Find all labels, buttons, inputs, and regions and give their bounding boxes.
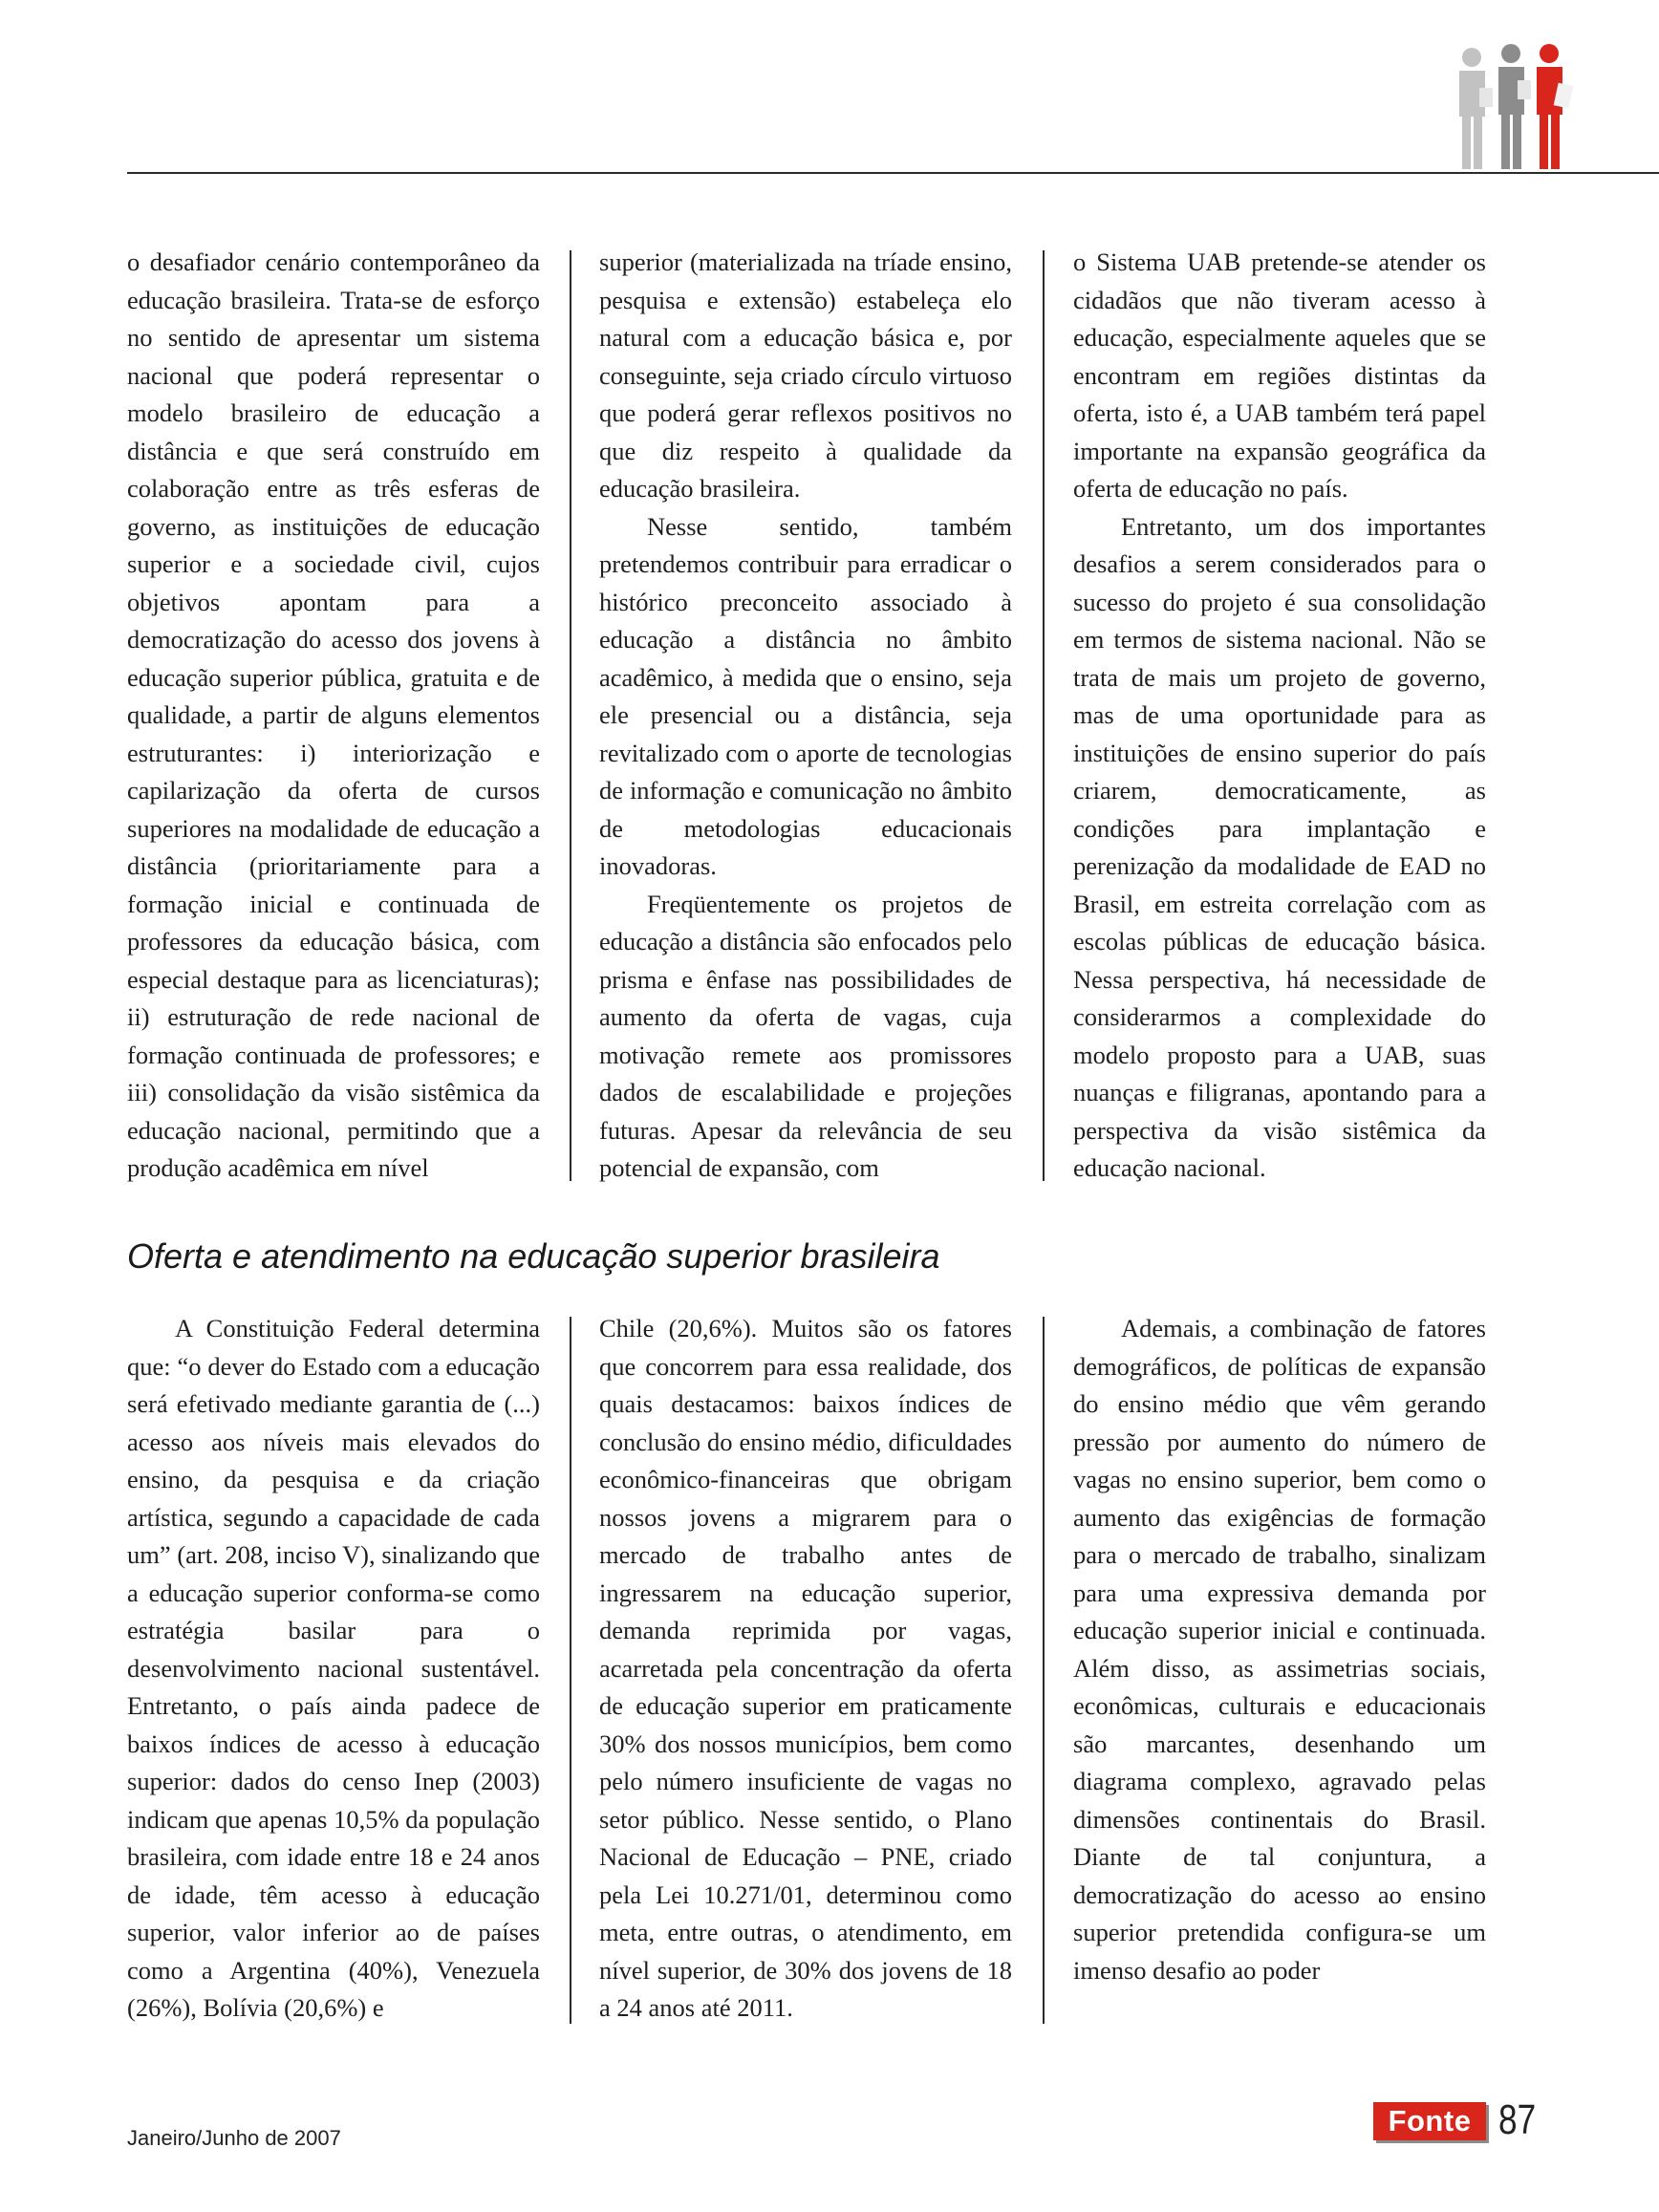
column-divider (570, 1317, 571, 2024)
top-column-3 (1073, 244, 1486, 1188)
paragraph: Chile (20,6%). Muitos são os fatores que concorrem para essa realidade, dos quais destacamos: baixos índices de conclusão do ensino médio, dificuldades econômico-financeiras que obrigam nossos jovens a migrarem para o mercado de trabalho antes de ingressarem na educação superior, demanda reprimida por vagas, acarretada pela concentração da oferta de educação superior em praticamente 30% dos nossos municípios, bem como pelo número insuficiente de vagas no setor público. Nesse sentido, o Plano Nacional de Educação – PNE, criado pela Lei 10.271/01, determinou como meta, entre outras, o atendimento, em nível superior, de 30% dos jovens de 18 a 24 anos até 2011. (599, 1314, 1012, 2022)
paragraph: Entretanto, um dos importantes desafios a serem considerados para o sucesso do projeto é sua consolidação em termos de sistema nacional. Não se trata de mais um projeto de governo, mas de uma oportunidade para as instituições de ensino superior do país criarem, democraticamente, as condições para implantação e perenização da modalidade de EAD no Brasil, em estreita correlação com as escolas públicas de educação básica. Nessa perspectiva, há necessidade de considerarmos a complexidade do modelo proposto para a UAB, suas nuanças e filigranas, apontando para a perspectiva da visão sistêmica da educação nacional. (1073, 511, 1486, 1182)
paragraph: o desafiador cenário contemporâneo da educação brasileira. Trata-se de esforço no sentido de apresentar um sistema nacional que poderá representar o modelo brasileiro de educação a distância e que será construído em colaboração entre as três esferas de governo, as instituições de educação superior e a sociedade civil, cujos objetivos apontam para a democratização do acesso dos jovens à educação superior pública, gratuita e de qualidade, a partir de alguns elementos estruturantes: i) interiorização e capilarização da oferta de cursos superiores na modalidade de educação a distância (prioritariamente para a formação inicial e continuada de professores da educação básica, com especial destaque para as licenciaturas); ii) estruturação de rede nacional de formação continuada de professores; e iii) consolidação da visão sistêmica da educação nacional, permitindo que a produção acadêmica em nível (127, 247, 540, 1182)
issue-date: Janeiro/Junho de 2007 (127, 2126, 341, 2150)
paragraph: Ademais, a combinação de fatores demográficos, de políticas de expansão do ensino médio que vêm gerando pressão por aumento do número de vagas no ensino superior, bem como o aumento das exigências de formação para o mercado de trabalho, sinalizam para uma expressiva demanda por educação superior inicial e continuada. Além disso, as assimetrias sociais, econômicas, culturais e educacionais são marcantes, desenhando um diagrama complexo, agravado pelas dimensões continentais do Brasil. Diante de tal conjuntura, a democratização do acesso ao ensino superior pretendida configura-se um imenso desafio ao poder (1073, 1314, 1486, 1985)
section-title: Oferta e atendimento na educação superior brasileira (127, 1236, 940, 1276)
brand-logo: Fonte (1373, 2102, 1486, 2140)
paragraph: Freqüentemente os projetos de educação a distância são enfocados pelo prisma e ênfase nas possibilidades de aumento da oferta de vagas, cuja motivação remete aos promissores dados de escalabilidade e projeções futuras. Apesar da relevância de seu potencial de expansão, com (599, 889, 1012, 1182)
column-divider (570, 250, 571, 1181)
bottom-column-3 (1073, 1310, 1486, 1989)
top-column-2 (599, 244, 1012, 1188)
paragraph: superior (materializada na tríade ensino, pesquisa e extensão) estabeleça elo natural com a educação básica e, por conseguinte, seja criado círculo virtuoso que poderá gerar reflexos positivos no que diz respeito à qualidade da educação brasileira. (599, 247, 1012, 503)
top-column-1 (127, 244, 540, 1188)
column-divider (1043, 1317, 1045, 2024)
column-divider (1043, 250, 1045, 1181)
paragraph: o Sistema UAB pretende-se atender os cidadãos que não tiveram acesso à educação, especialmente aqueles que se encontram em regiões distintas da oferta, isto é, a UAB também terá papel importante na expansão geográfica da oferta de educação no país. (1073, 247, 1486, 503)
paragraph: A Constituição Federal determina que: “o dever do Estado com a educação será efetivado mediante garantia de (...) acesso aos níveis mais elevados do ensino, da pesquisa e da criação artística, segundo a capacidade de cada um” (art. 208, inciso V), sinalizando que a educação superior conforma-se como estratégia basilar para o desenvolvimento nacional sustentável. Entretanto, o país ainda padece de baixos índices de acesso à educação superior: dados do censo Inep (2003) indicam que apenas 10,5% da população brasileira, com idade entre 18 e 24 anos de idade, têm acesso à educação superior, valor inferior ao de países como a Argentina (40%), Venezuela (26%), Bolívia (20,6%) e (127, 1314, 540, 2022)
header-rule (127, 172, 1659, 174)
paragraph: Nesse sentido, também pretendemos contribuir para erradicar o histórico preconceito associado à educação a distância no âmbito acadêmico, à medida que o ensino, seja ele presencial ou a distância, seja revitalizado com o aporte de tecnologias de informação e comunicação no âmbito de metodologias educacionais inovadoras. (599, 511, 1012, 880)
bottom-column-2 (599, 1310, 1012, 2028)
page-number: 87 (1498, 2096, 1537, 2143)
bottom-column-1 (127, 1310, 540, 2028)
people-figures-icon (1451, 42, 1575, 171)
